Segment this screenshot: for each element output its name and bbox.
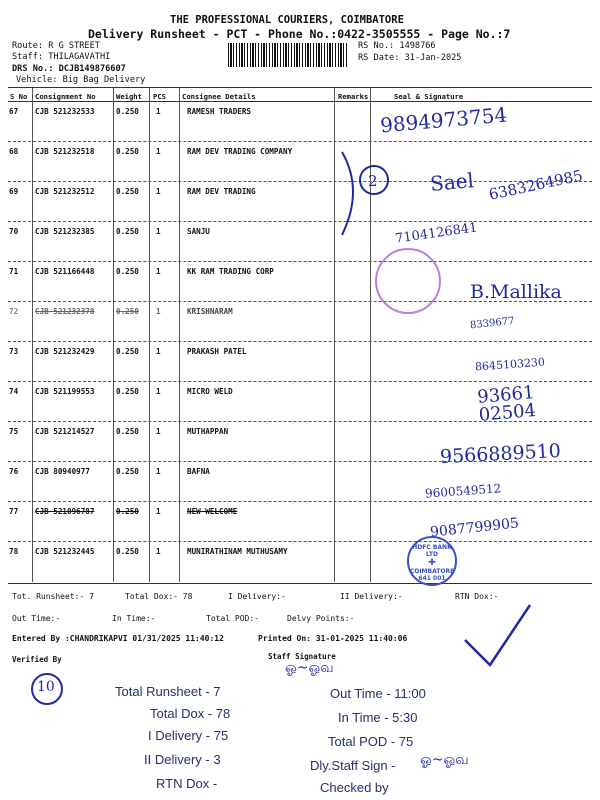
row-consignee: KRISHNARAM [187, 307, 233, 316]
row-pcs: 1 [156, 347, 161, 356]
row-weight: 0.250 [116, 427, 139, 436]
row-consignment: CJB 521232429 [35, 347, 95, 356]
row-consignee: RAM DEV TRADING COMPANY [187, 147, 293, 156]
row-consignment: CJB 521232533 [35, 107, 95, 116]
row-consignment: CJB 521232378 [35, 307, 95, 316]
row-consignee: RAMESH TRADERS [187, 107, 252, 116]
summary-total-runsheet: Total Runsheet - 7 [115, 684, 221, 699]
stamp-bank-name: HDFC BANK LTD [412, 544, 452, 558]
table-row [8, 221, 592, 261]
row-weight: 0.250 [116, 147, 139, 156]
header-rule-top [8, 87, 592, 88]
row-pcs: 1 [156, 387, 161, 396]
row-sno: 76 [9, 467, 19, 476]
delvy-points: Delvy Points:- [287, 614, 355, 623]
row-sno: 69 [9, 187, 19, 196]
row-consignment: CJB 521232512 [35, 187, 95, 196]
row-weight: 0.250 [116, 547, 139, 556]
row-consignment: CJB 521199553 [35, 387, 95, 396]
drs-number: DRS No.: DCJB149876607 [12, 64, 126, 74]
row-pcs: 1 [156, 307, 161, 316]
signature-row-68: Sael [429, 168, 475, 196]
table-bottom-rule [8, 583, 592, 584]
row-consignment: CJB 80940977 [35, 467, 90, 476]
row-consignment: CJB 521096787 [35, 507, 95, 516]
barcode [228, 43, 348, 67]
row-pcs: 1 [156, 107, 161, 116]
check-signature-icon [460, 600, 540, 670]
row-sno: 77 [9, 507, 19, 516]
row-pcs: 1 [156, 187, 161, 196]
row-pcs: 1 [156, 227, 161, 236]
row-consignee: MICRO WELD [187, 387, 233, 396]
row-pcs: 1 [156, 267, 161, 276]
row-sno: 73 [9, 347, 19, 356]
svg-text:2: 2 [368, 172, 378, 190]
row-consignment: CJB 521232445 [35, 547, 95, 556]
summary-rtn-dox: RTN Dox - [156, 776, 218, 791]
row-consignment: CJB 521214527 [35, 427, 95, 436]
row-weight: 0.250 [116, 267, 139, 276]
row-sno: 71 [9, 267, 19, 276]
row-consignment: CJB 521232518 [35, 147, 95, 156]
row-weight: 0.250 [116, 107, 139, 116]
col-sno: S No [10, 92, 28, 101]
row-consignee: MUTHAPPAN [187, 427, 229, 436]
signature-row-69: 6383264985 [487, 166, 585, 204]
row-weight: 0.250 [116, 467, 139, 476]
row-weight: 0.250 [116, 307, 139, 316]
row-weight: 0.250 [116, 227, 139, 236]
stamp-city: COIMBATORE [409, 568, 455, 575]
signature-row-72: 8339677 [469, 315, 515, 332]
row-pcs: 1 [156, 507, 161, 516]
summary-ii-delivery: II Delivery - 3 [144, 752, 221, 767]
dly-staff-signature-scribble: ஓ~ஓவ [420, 752, 469, 768]
row-weight: 0.250 [116, 347, 139, 356]
summary-i-delivery: I Delivery - 75 [148, 728, 229, 743]
summary-in-time: In Time - 5:30 [338, 710, 418, 725]
vehicle: Vehicle: Big Bag Delivery [16, 75, 146, 85]
row-pcs: 1 [156, 467, 161, 476]
in-time: In Time:- [112, 614, 156, 623]
out-time: Out Time:- [12, 614, 61, 623]
circled-number: 10 [37, 679, 55, 695]
row-consignee: SANJU [187, 227, 210, 236]
table-row [8, 141, 592, 181]
ii-delivery: II Delivery:- [340, 592, 403, 601]
total-pod: Total POD:- [206, 614, 259, 623]
row-consignee: MUNIRATHINAM MUTHUSAMY [187, 547, 288, 556]
row-sno: 74 [9, 387, 19, 396]
seal-stamp-violet [375, 248, 441, 314]
bank-logo-icon: ✚ [428, 558, 436, 568]
printed-on: Printed On: 31-01-2025 11:40:06 [258, 634, 408, 643]
bank-stamp [407, 536, 457, 586]
rs-date: RS Date: 31-Jan-2025 [358, 53, 462, 63]
row-weight: 0.250 [116, 387, 139, 396]
tot-runsheet: Tot. Runsheet:- 7 [12, 592, 94, 601]
entered-by: Entered By :CHANDRIKAPVI 01/31/2025 11:40:12 [12, 634, 224, 643]
row-consignee: NEW WELCOME [187, 507, 238, 516]
row-consignee: RAM DEV TRADING [187, 187, 256, 196]
signature-row-75: 9566889510 [439, 439, 562, 469]
row-sno: 78 [9, 547, 19, 556]
verified-by: Verified By [12, 655, 62, 664]
total-dox: Total Dox:- 78 [125, 592, 193, 601]
signature-row-67: 9894973754 [379, 102, 509, 138]
col-signature: Seal & Signature [394, 92, 464, 101]
row-pcs: 1 [156, 547, 161, 556]
summary-total-dox: Total Dox - 78 [150, 706, 231, 721]
row-sno: 75 [9, 427, 19, 436]
col-consignee: Consignee Details [182, 92, 256, 101]
rs-number: RS No.: 1498766 [358, 41, 436, 51]
row-consignment: CJB 521232385 [35, 227, 95, 236]
signature-row-77: 9087799905 [429, 515, 520, 541]
row-consignee: BAFNA [187, 467, 210, 476]
row-consignee: PRAKASH PATEL [187, 347, 247, 356]
staff-signature: Staff Signature [268, 652, 336, 661]
col-consignment: Consignment No [35, 92, 96, 101]
signature-row-71: B.Mallika [470, 281, 562, 303]
row-sno: 70 [9, 227, 19, 236]
row-weight: 0.250 [116, 507, 139, 516]
staff-signature-scribble: ஓ~ஓவ [285, 660, 334, 676]
staff: Staff: THILAGAVATHI [12, 52, 111, 62]
summary-dly-staff-sign: Dly.Staff Sign - [310, 758, 396, 773]
summary-checked-by: Checked by [320, 780, 389, 795]
signature-row-74: 93661 02504 [476, 382, 537, 426]
bracket-mark-icon [334, 150, 394, 240]
col-weight: Weight [116, 92, 142, 101]
row-sno: 72 [9, 307, 19, 316]
route: Route: R G STREET [12, 41, 100, 51]
signature-row-73: 8645103230 [474, 355, 546, 374]
table-row [8, 461, 592, 501]
summary-out-time: Out Time - 11:00 [330, 686, 426, 701]
rtn-dox: RTN Dox:- [455, 592, 499, 601]
col-pcs: PCS [153, 92, 166, 101]
stamp-pin: 641 001 [418, 575, 446, 582]
table-row [8, 541, 592, 581]
row-sno: 68 [9, 147, 19, 156]
signature-row-76: 9600549512 [424, 481, 502, 501]
row-weight: 0.250 [116, 187, 139, 196]
summary-total-pod: Total POD - 75 [328, 734, 414, 749]
runsheet-subtitle: Delivery Runsheet - PCT - Phone No.:0422-3505555 - Page No.:7 [88, 27, 511, 41]
row-pcs: 1 [156, 427, 161, 436]
row-sno: 67 [9, 107, 19, 116]
i-delivery: I Delivery:- [228, 592, 286, 601]
company-name: THE PROFESSIONAL COURIERS, COIMBATORE [170, 14, 404, 26]
col-remarks: Remarks [338, 92, 369, 101]
row-pcs: 1 [156, 147, 161, 156]
row-consignee: KK RAM TRADING CORP [187, 267, 274, 276]
signature-row-70: 7104126841 [394, 220, 479, 247]
row-consignment: CJB 521166448 [35, 267, 95, 276]
